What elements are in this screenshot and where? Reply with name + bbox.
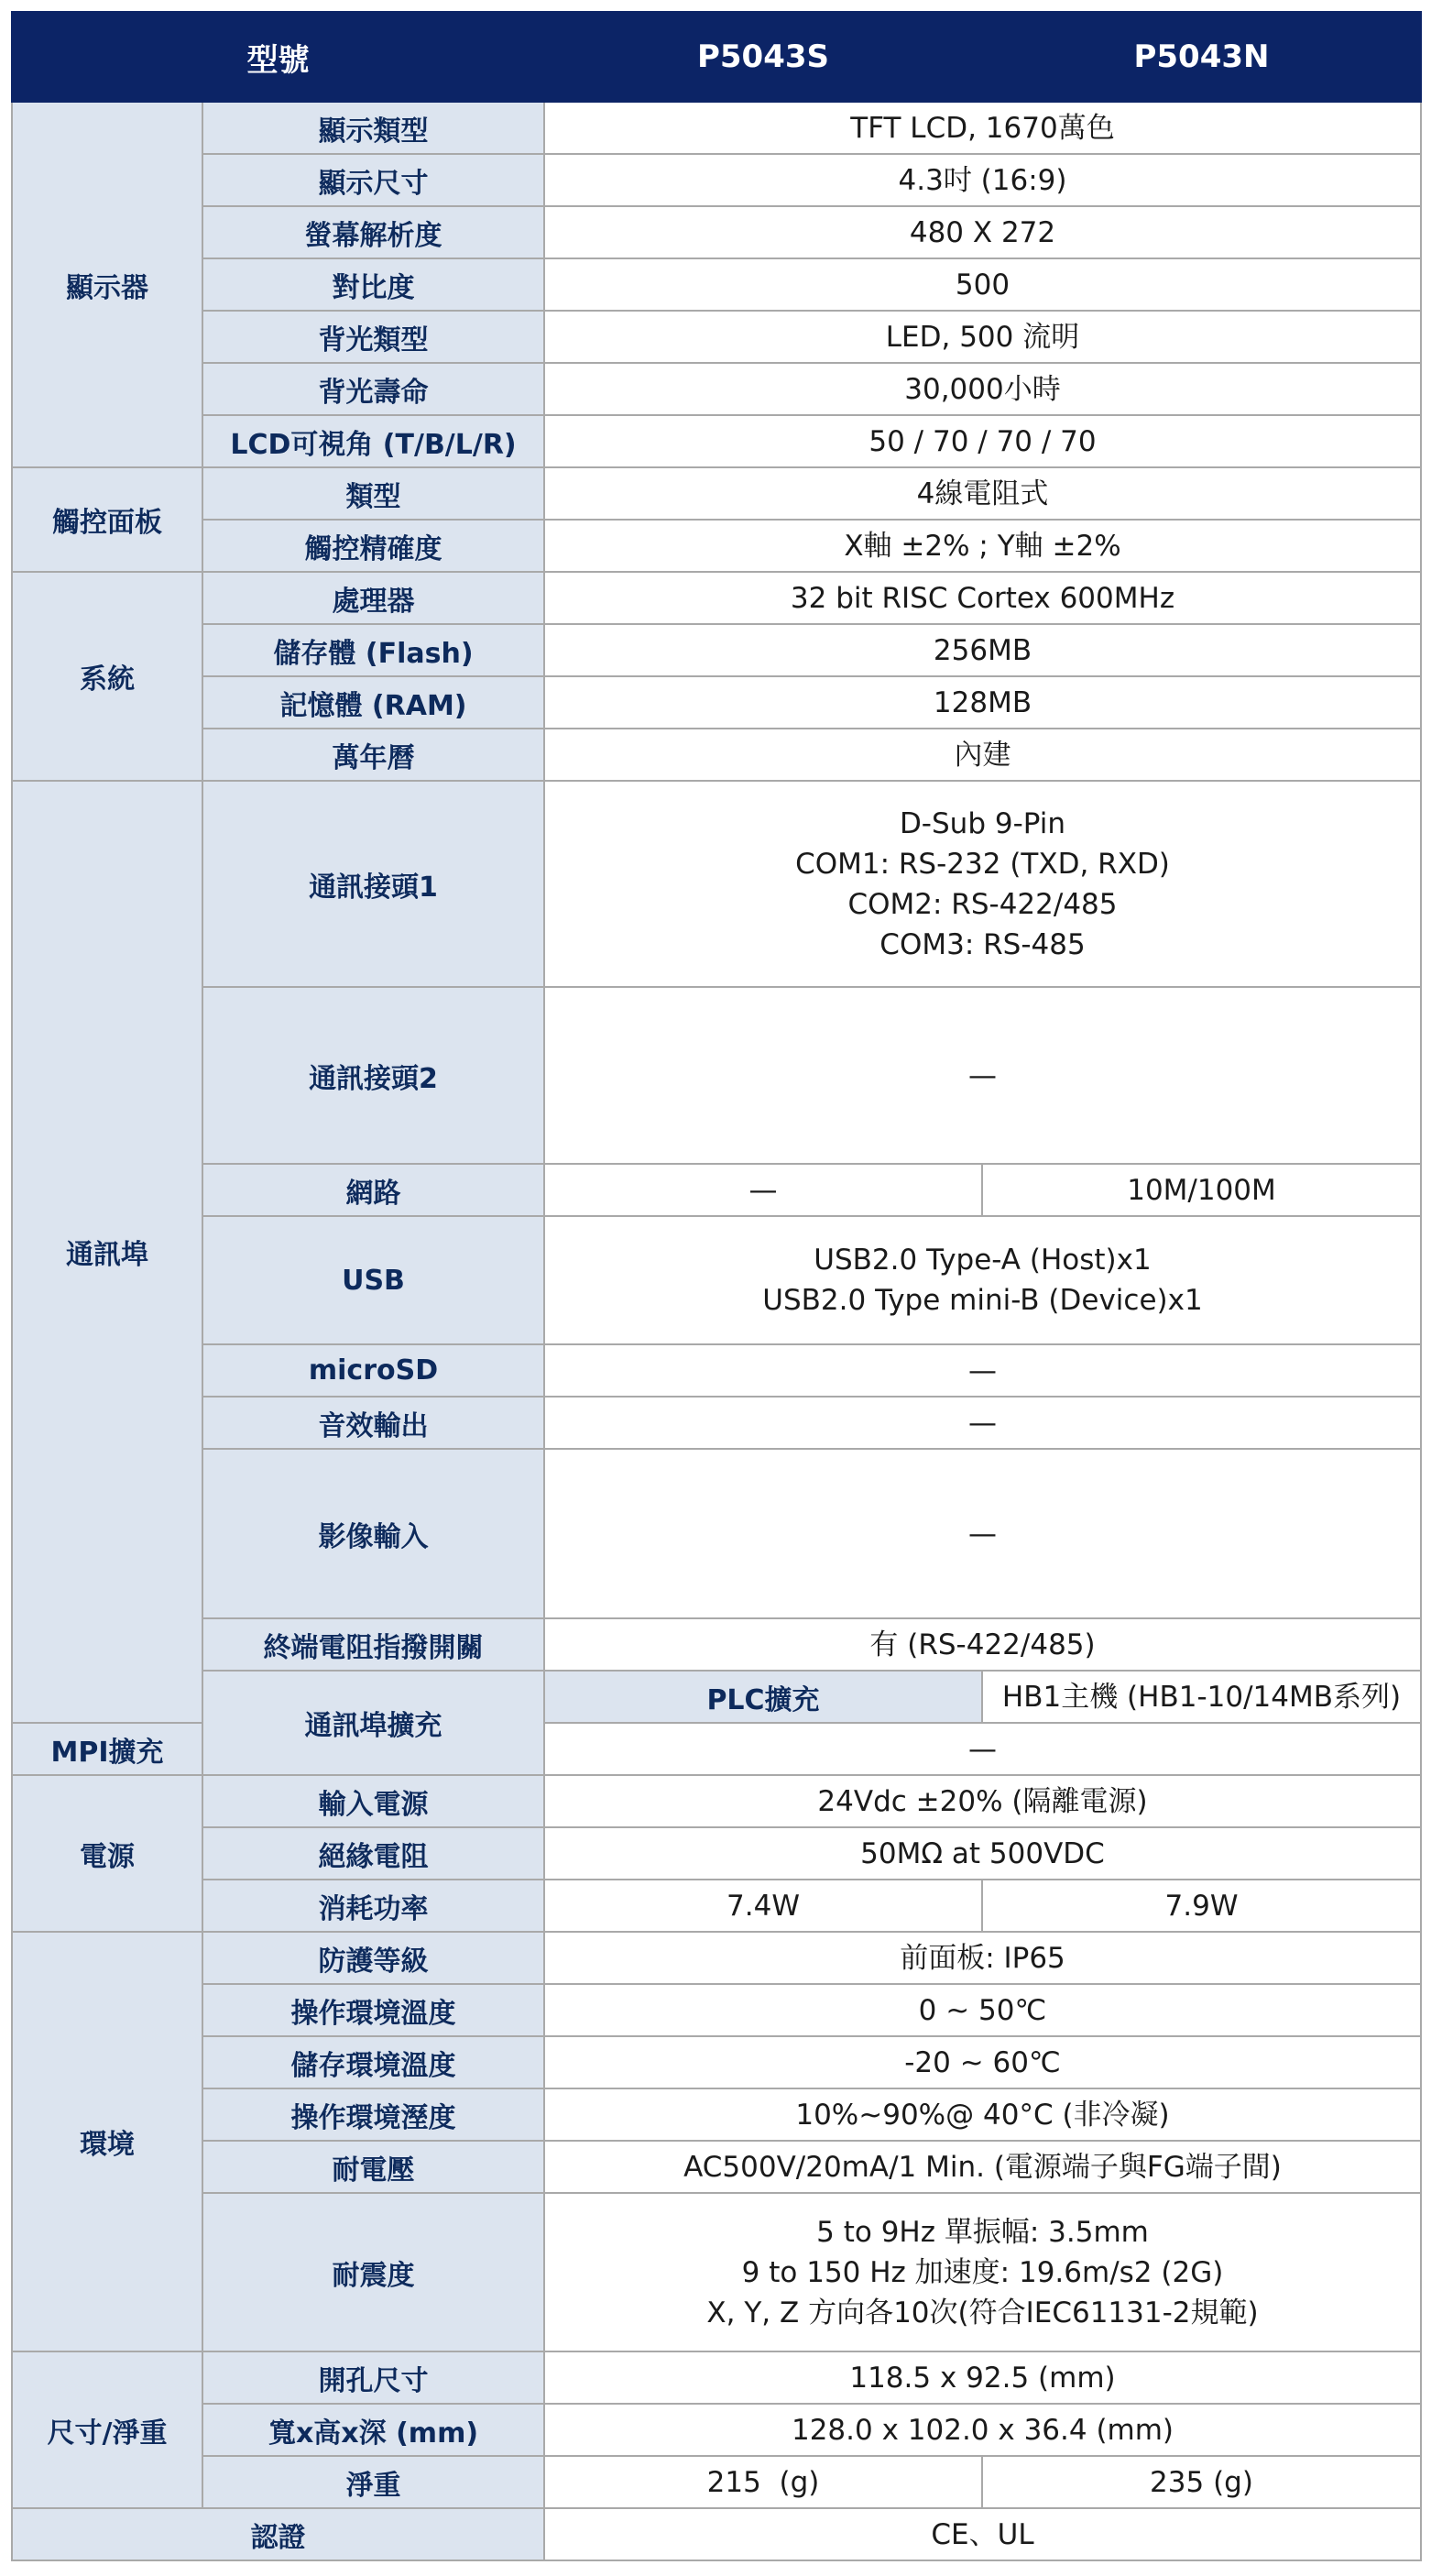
spec-label: 觸控精確度 [202,520,544,572]
spec-label: 終端電阻指撥開關 [202,1618,544,1671]
spec-label: 影像輸入 [202,1449,544,1618]
table-row [12,520,1421,572]
table-row [12,1671,1421,1723]
table-row [12,624,1421,676]
spec-value-n: 7.9W [982,1880,1421,1932]
port1-line: COM1: RS-232 (TXD, RXD) [795,847,1170,881]
category-display: 顯示器 [12,102,202,467]
spec-value: -20 ~ 60℃ [544,2036,1421,2088]
spec-label: 顯示尺寸 [202,154,544,206]
spec-value: 10%~90%@ 40°C (非冷凝) [544,2088,1421,2141]
table-row [12,676,1421,729]
spec-value: — [544,1397,1421,1449]
table-row [12,2193,1421,2351]
spec-value-n: 235 (g) [982,2456,1421,2508]
header-row [12,12,1421,102]
table-row [12,258,1421,311]
spec-label: 輸入電源 [202,1775,544,1827]
spec-value: 500 [544,258,1421,311]
spec-value: LED, 500 流明 [544,311,1421,363]
spec-value: 4.3吋 (16:9) [544,154,1421,206]
table-row [12,206,1421,258]
table-row [12,1932,1421,1984]
spec-value: X軸 ±2% ; Y軸 ±2% [544,520,1421,572]
spec-label: 淨重 [202,2456,544,2508]
model-header: 型號 [12,12,544,102]
category-environment: 環境 [12,1932,202,2351]
spec-label: 操作環境溫度 [202,1984,544,2036]
table-row [12,1775,1421,1827]
spec-value: — [544,1723,1421,1775]
table-row [12,781,1421,987]
spec-label: 背光壽命 [202,363,544,415]
spec-label: 消耗功率 [202,1880,544,1932]
category-power: 電源 [12,1775,202,1932]
spec-table [11,11,1422,2561]
spec-value-s: 7.4W [544,1880,982,1932]
category-expansion: 通訊埠擴充 [202,1671,544,1775]
model-s-header: P5043S [544,12,982,102]
spec-value: CE、UL [544,2508,1421,2560]
spec-label: MPI擴充 [12,1723,202,1775]
table-row [12,2141,1421,2193]
spec-label: 操作環境溼度 [202,2088,544,2141]
table-row [12,2404,1421,2456]
spec-value: 32 bit RISC Cortex 600MHz [544,572,1421,624]
spec-label: 類型 [202,467,544,520]
spec-value: — [544,1344,1421,1397]
table-row [12,363,1421,415]
table-row [12,1449,1421,1618]
spec-value [544,1216,1421,1344]
category-touch: 觸控面板 [12,467,202,572]
spec-label: LCD可視角 (T/B/L/R) [202,415,544,467]
usb-line: USB2.0 Type mini-B (Device)x1 [762,1284,1203,1317]
model-n-header: P5043N [982,12,1421,102]
spec-label: 耐電壓 [202,2141,544,2193]
spec-label: USB [202,1216,544,1344]
vibration-line: 5 to 9Hz 單振幅: 3.5mm [816,2215,1149,2249]
table-row [12,311,1421,363]
spec-label: 通訊接頭2 [202,987,544,1164]
table-row [12,102,1421,154]
spec-label: 儲存體 (Flash) [202,624,544,676]
spec-label: 顯示類型 [202,102,544,154]
table-row [12,987,1421,1164]
spec-value: — [544,987,1421,1164]
spec-label: microSD [202,1344,544,1397]
table-row [12,467,1421,520]
spec-value: AC500V/20mA/1 Min. (電源端子與FG端子間) [544,2141,1421,2193]
spec-label: 儲存環境溫度 [202,2036,544,2088]
spec-value: 前面板: IP65 [544,1932,1421,1984]
spec-value: 50MΩ at 500VDC [544,1827,1421,1880]
table-row [12,572,1421,624]
table-row [12,2351,1421,2404]
category-dimensions: 尺寸/淨重 [12,2351,202,2508]
spec-value-s: 215 (g) [544,2456,982,2508]
spec-value: 24Vdc ±20% (隔離電源) [544,1775,1421,1827]
category-comm: 通訊埠 [12,781,202,1723]
spec-value: TFT LCD, 1670萬色 [544,102,1421,154]
table-row [12,154,1421,206]
spec-label: 通訊接頭1 [202,781,544,987]
spec-label: 網路 [202,1164,544,1216]
spec-label: 螢幕解析度 [202,206,544,258]
usb-line: USB2.0 Type-A (Host)x1 [814,1244,1152,1277]
table-row [12,1827,1421,1880]
spec-value: 118.5 x 92.5 (mm) [544,2351,1421,2404]
port1-line: COM2: RS-422/485 [847,887,1118,921]
spec-label: 絕緣電阻 [202,1827,544,1880]
port1-line: D-Sub 9-Pin [899,806,1066,840]
table-row [12,1164,1421,1216]
spec-value: 30,000小時 [544,363,1421,415]
spec-label: 記憶體 (RAM) [202,676,544,729]
port1-line: COM3: RS-485 [879,927,1086,961]
spec-value: 256MB [544,624,1421,676]
spec-value: 50 / 70 / 70 / 70 [544,415,1421,467]
spec-label: 耐震度 [202,2193,544,2351]
spec-value: 內建 [544,729,1421,781]
table-row [12,729,1421,781]
vibration-line: X, Y, Z 方向各10次(符合IEC61131-2規範) [706,2296,1259,2329]
spec-value-n: 10M/100M [982,1164,1421,1216]
table-row [12,1216,1421,1344]
vibration-line: 9 to 150 Hz 加速度: 19.6m/s2 (2G) [741,2255,1224,2289]
spec-label: 寬x高x深 (mm) [202,2404,544,2456]
spec-label: 背光類型 [202,311,544,363]
spec-value: 128MB [544,676,1421,729]
table-row [12,2508,1421,2560]
spec-value: HB1主機 (HB1-10/14MB系列) [982,1671,1421,1723]
spec-label: 開孔尺寸 [202,2351,544,2404]
category-cert: 認證 [12,2508,544,2560]
table-row [12,1618,1421,1671]
category-system: 系統 [12,572,202,781]
spec-value-s: — [544,1164,982,1216]
spec-value: — [544,1449,1421,1618]
spec-label: PLC擴充 [544,1671,982,1723]
table-row [12,2036,1421,2088]
table-row [12,1397,1421,1449]
table-row [12,1344,1421,1397]
spec-value: 480 X 272 [544,206,1421,258]
spec-value: 128.0 x 102.0 x 36.4 (mm) [544,2404,1421,2456]
spec-value [544,781,1421,987]
spec-value: 0 ~ 50℃ [544,1984,1421,2036]
spec-label: 萬年曆 [202,729,544,781]
spec-label: 防護等級 [202,1932,544,1984]
spec-value: 有 (RS-422/485) [544,1618,1421,1671]
spec-label: 音效輸出 [202,1397,544,1449]
table-row [12,2456,1421,2508]
table-row [12,415,1421,467]
spec-value [544,2193,1421,2351]
spec-label: 處理器 [202,572,544,624]
table-row [12,1984,1421,2036]
table-row [12,1880,1421,1932]
spec-label: 對比度 [202,258,544,311]
table-row [12,2088,1421,2141]
spec-value: 4線電阻式 [544,467,1421,520]
